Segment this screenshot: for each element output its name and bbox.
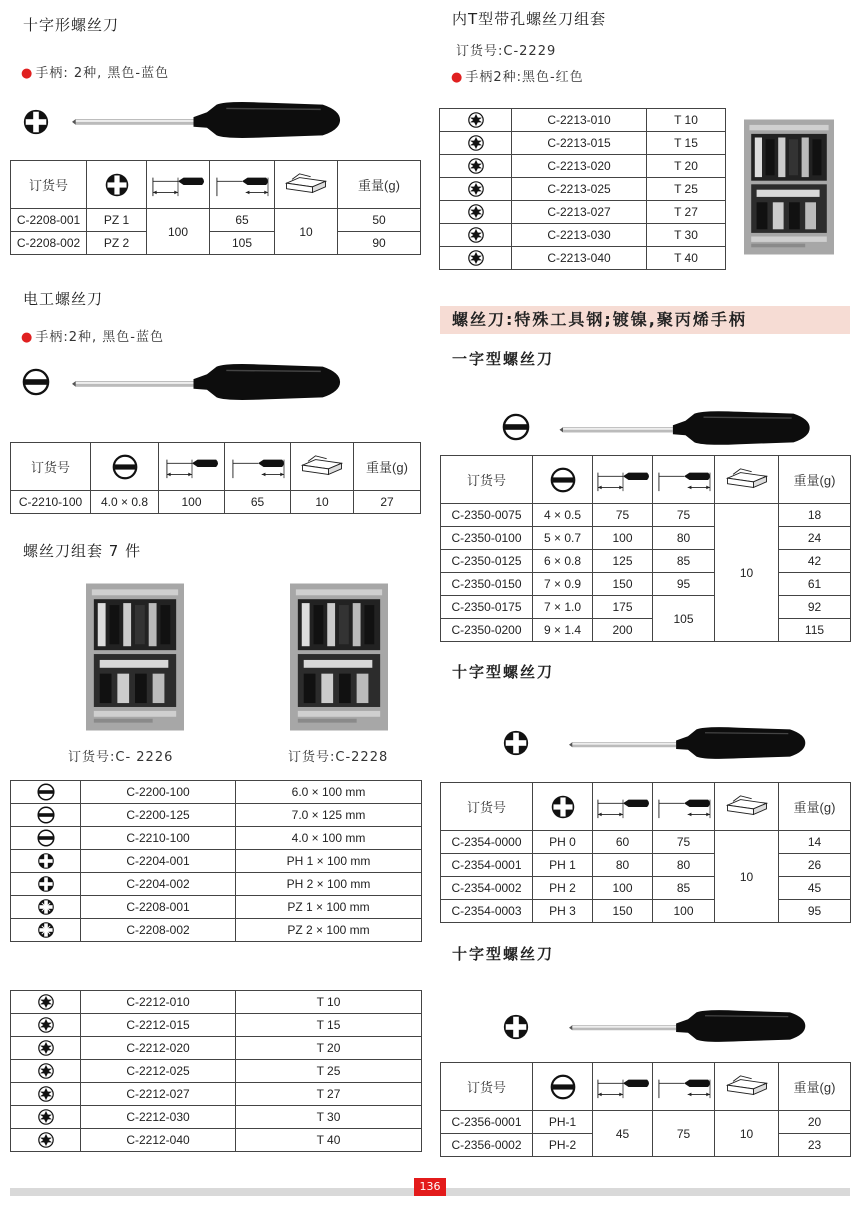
header-order-no: 订货号: [11, 443, 91, 491]
table-row: C-2350-0100 5 × 0.7 100 80 24: [441, 527, 851, 550]
table-row: C-2212-020 T 20: [11, 1037, 422, 1060]
handle-note: ● 手柄2种:黑色-红色: [451, 70, 584, 85]
table-row: C-2212-027 T 27: [11, 1083, 422, 1106]
total-length-icon: [656, 1074, 712, 1100]
header-weight: 重量(g): [338, 161, 421, 209]
table-row: C-2208-002 PZ 2 × 100 mm: [11, 919, 422, 942]
kit-2226-image: [86, 582, 184, 732]
torx-icon: [467, 249, 485, 267]
torx-icon: [37, 1016, 55, 1034]
table-torx-set-2212: [10, 990, 422, 1152]
table-row: C-2200-100 6.0 × 100 mm: [11, 781, 422, 804]
blade-length-icon: [150, 172, 206, 198]
table-phillips-2356: [440, 1062, 851, 1157]
kit-2229-image: [744, 112, 834, 262]
package-box-icon: [723, 794, 771, 820]
page-number: 136: [414, 1178, 446, 1196]
phillips-icon: [22, 108, 50, 136]
phillips-icon: [550, 794, 576, 820]
table-row: C-2208-001 PZ 1 × 100 mm: [11, 896, 422, 919]
section-title-phillips-2356: 十字型螺丝刀: [452, 945, 555, 963]
table-row: C-2204-001 PH 1 × 100 mm: [11, 850, 422, 873]
handle-note: ● 手柄: 2种, 黑色-蓝色: [21, 66, 170, 81]
phillips-icon: [502, 729, 530, 757]
package-box-icon: [282, 172, 330, 198]
table-row: C-2354-0002 PH 2 100 85 45: [441, 877, 851, 900]
package-box-icon: [298, 454, 346, 480]
slot-icon: [550, 1074, 576, 1100]
phillips-icon: [37, 875, 55, 893]
header-weight: 重量(g): [779, 783, 851, 831]
blade-length-icon: [595, 794, 651, 820]
table-row: C-2356-0002 PH-2 23: [441, 1134, 851, 1157]
blade-length-icon: [595, 1074, 651, 1100]
total-length-icon: [656, 467, 712, 493]
total-length-icon: [230, 454, 286, 480]
torx-icon: [467, 134, 485, 152]
table-row: C-2212-030 T 30: [11, 1106, 422, 1129]
torx-icon: [467, 111, 485, 129]
pozidriv-icon: [37, 898, 55, 916]
section-title-torx-hole-set: 内T型带孔螺丝刀组套: [452, 10, 607, 28]
torx-icon: [37, 1085, 55, 1103]
table-row: C-2354-0003 PH 3 150 100 95: [441, 900, 851, 923]
header-order-no: 订货号: [11, 161, 87, 209]
table-row: C-2204-002 PH 2 × 100 mm: [11, 873, 422, 896]
table-pz-screwdriver: [10, 160, 421, 255]
table-row: C-2212-015 T 15: [11, 1014, 422, 1037]
bullet-dot-icon: ●: [21, 330, 34, 345]
torx-icon: [37, 1108, 55, 1126]
bullet-dot-icon: ●: [451, 70, 464, 85]
phillips-icon: [502, 1013, 530, 1041]
table-row: C-2213-025 T 25: [440, 178, 726, 201]
phillips-screwdriver-image: [548, 726, 828, 760]
torx-icon: [467, 180, 485, 198]
header-order-no: 订货号: [441, 1063, 533, 1111]
table-electrician-screwdriver: [10, 442, 421, 514]
total-length-icon: [656, 794, 712, 820]
electrician-screwdriver-image: [72, 357, 342, 407]
table-row: C-2200-125 7.0 × 125 mm: [11, 804, 422, 827]
table-row: C-2350-0200 9 × 1.4 200 115: [441, 619, 851, 642]
torx-icon: [467, 203, 485, 221]
table-row: C-2208-001 PZ 1 100 65 10 50: [11, 209, 421, 232]
table-row: C-2354-0000 PH 0 60 75 10 14: [441, 831, 851, 854]
phillips-icon: [104, 172, 130, 198]
table-row: C-2213-020 T 20: [440, 155, 726, 178]
section-title-phillips-2354: 十字型螺丝刀: [452, 663, 555, 681]
header-weight: 重量(g): [354, 443, 421, 491]
slot-icon: [37, 783, 55, 801]
caption-order-2228: 订货号:C-2228: [288, 750, 389, 765]
order-number-2229: 订货号:C-2229: [456, 44, 557, 59]
table-row: C-2213-015 T 15: [440, 132, 726, 155]
header-weight: 重量(g): [779, 456, 851, 504]
section-title-slotted: 一字型螺丝刀: [452, 350, 555, 368]
table-row: C-2212-040 T 40: [11, 1129, 422, 1152]
pozidriv-icon: [37, 921, 55, 939]
kit-2228-image: [290, 582, 388, 732]
torx-icon: [467, 226, 485, 244]
slotted-screwdriver-image: [548, 410, 823, 446]
table-row: C-2213-027 T 27: [440, 201, 726, 224]
material-banner: 螺丝刀:特殊工具钢;镀镍,聚丙烯手柄: [440, 306, 850, 334]
header-weight: 重量(g): [779, 1063, 851, 1111]
slot-icon: [37, 829, 55, 847]
blade-length-icon: [164, 454, 220, 480]
torx-icon: [37, 1039, 55, 1057]
phillips-screwdriver-image: [548, 1009, 828, 1043]
table-row: C-2350-0125 6 × 0.8 125 85 42: [441, 550, 851, 573]
slot-icon: [37, 806, 55, 824]
torx-icon: [467, 157, 485, 175]
total-length-icon: [214, 172, 270, 198]
table-row: C-2213-030 T 30: [440, 224, 726, 247]
phillips-icon: [37, 852, 55, 870]
slot-icon: [550, 467, 576, 493]
slot-icon: [112, 454, 138, 480]
torx-icon: [37, 1131, 55, 1149]
handle-note: ● 手柄:2种, 黑色-蓝色: [21, 330, 164, 345]
package-box-icon: [723, 467, 771, 493]
table-row: C-2208-002 PZ 2 105 90: [11, 232, 421, 255]
table-phillips-2354: [440, 782, 851, 923]
header-order-no: 订货号: [441, 783, 533, 831]
table-row: C-2212-010 T 10: [11, 991, 422, 1014]
slot-icon: [502, 413, 530, 441]
bullet-dot-icon: ●: [21, 66, 34, 81]
section-title-7pc-set: 螺丝刀组套 7 件: [23, 542, 142, 560]
blade-length-icon: [595, 467, 651, 493]
table-row: C-2210-100 4.0 × 0.8 100 65 10 27: [11, 491, 421, 514]
table-row: C-2350-0150 7 × 0.9 150 95 61: [441, 573, 851, 596]
torx-icon: [37, 993, 55, 1011]
table-row: C-2213-010 T 10: [440, 109, 726, 132]
section-title-cross-screwdriver: 十字形螺丝刀: [23, 16, 120, 34]
table-row: C-2212-025 T 25: [11, 1060, 422, 1083]
table-row: C-2356-0001 PH-1 45 75 10 20: [441, 1111, 851, 1134]
torx-icon: [37, 1062, 55, 1080]
header-order-no: 订货号: [441, 456, 533, 504]
table-row: C-2354-0001 PH 1 80 80 26: [441, 854, 851, 877]
section-title-electrician-screwdriver: 电工螺丝刀: [23, 290, 104, 308]
caption-order-2226: 订货号:C- 2226: [68, 750, 174, 765]
table-set-contents: [10, 780, 422, 942]
package-box-icon: [723, 1074, 771, 1100]
slot-icon: [22, 368, 50, 396]
pozidriv-screwdriver-image: [72, 95, 342, 145]
table-row: C-2213-040 T 40: [440, 247, 726, 270]
table-row: C-2350-0175 7 × 1.0 175 105 92: [441, 596, 851, 619]
table-row: C-2210-100 4.0 × 100 mm: [11, 827, 422, 850]
table-slotted-2350: [440, 455, 851, 642]
table-row: C-2350-0075 4 × 0.5 75 75 10 18: [441, 504, 851, 527]
table-torx-set-2213: [439, 108, 726, 270]
